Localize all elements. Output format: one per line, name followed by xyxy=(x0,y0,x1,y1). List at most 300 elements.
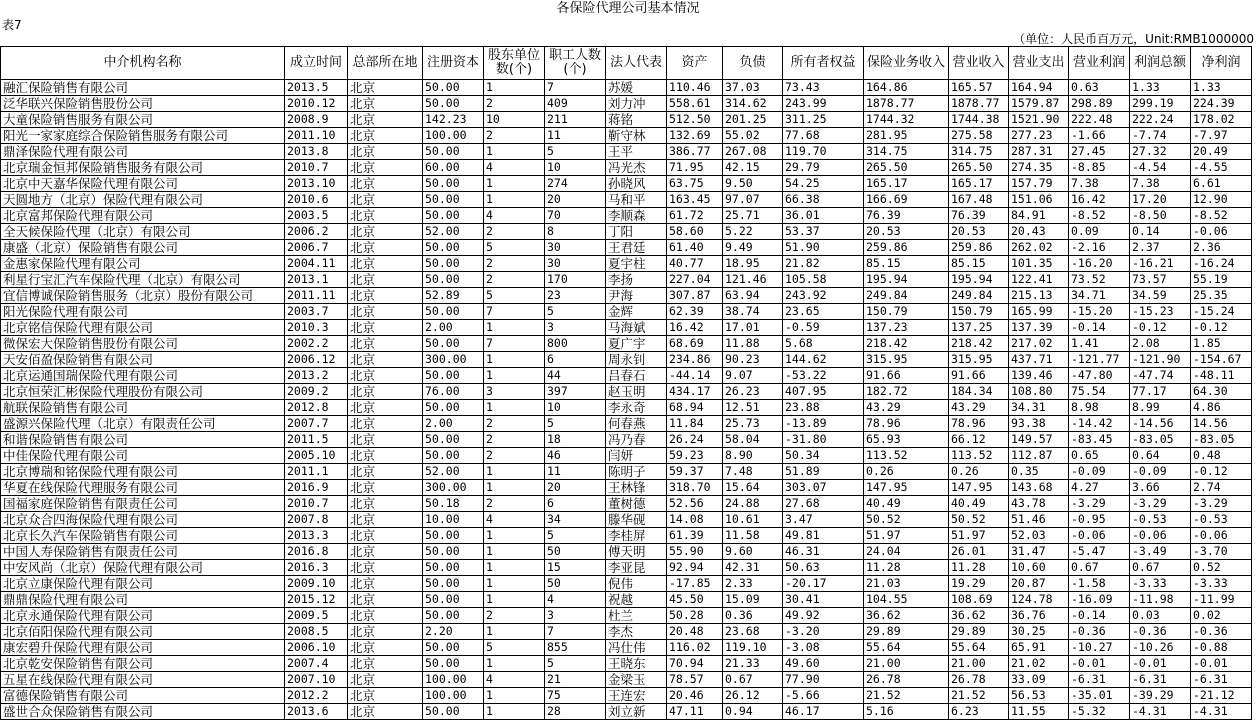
cell-operating-income: 315.95 xyxy=(949,352,1009,368)
cell-operating-expense: 33.09 xyxy=(1009,672,1069,688)
cell-insurance-income: 165.17 xyxy=(864,176,949,192)
cell-operating-income: 0.26 xyxy=(949,464,1009,480)
cell-total-profit: -10.26 xyxy=(1130,640,1191,656)
cell-registered-capital: 50.00 xyxy=(423,544,484,560)
cell-headquarters: 北京 xyxy=(348,320,423,336)
cell-founded: 2004.11 xyxy=(285,256,348,272)
cell-assets: 386.77 xyxy=(667,144,723,160)
cell-shareholder-count: 2 xyxy=(484,416,545,432)
cell-liabilities: 2.33 xyxy=(723,576,783,592)
cell-agency-name: 富德保险销售有限公司 xyxy=(1,688,285,704)
cell-total-profit: -3.33 xyxy=(1130,576,1191,592)
cell-assets: 14.08 xyxy=(667,512,723,528)
cell-operating-income: 21.00 xyxy=(949,656,1009,672)
cell-legal-rep: 马和平 xyxy=(606,192,667,208)
cell-total-profit: 77.17 xyxy=(1130,384,1191,400)
cell-total-profit: -15.23 xyxy=(1130,304,1191,320)
cell-agency-name: 中国人寿保险销售有限责任公司 xyxy=(1,544,285,560)
cell-assets: 318.70 xyxy=(667,480,723,496)
cell-assets: 163.45 xyxy=(667,192,723,208)
cell-insurance-income: 20.53 xyxy=(864,224,949,240)
header-headquarters: 总部所在地 xyxy=(348,47,423,80)
cell-net-profit: 1.85 xyxy=(1191,336,1252,352)
cell-founded: 2013.3 xyxy=(285,528,348,544)
cell-headquarters: 北京 xyxy=(348,240,423,256)
table-body xyxy=(1,80,1252,720)
cell-equity: 49.60 xyxy=(783,656,864,672)
cell-registered-capital: 100.00 xyxy=(423,672,484,688)
cell-net-profit: 178.02 xyxy=(1191,112,1252,128)
cell-total-profit: -3.29 xyxy=(1130,496,1191,512)
cell-operating-profit: -8.52 xyxy=(1069,208,1130,224)
cell-agency-name: 利星行宝汇汽车保险代理（北京）有限公司 xyxy=(1,272,285,288)
cell-insurance-income: 91.66 xyxy=(864,368,949,384)
cell-total-profit: -0.53 xyxy=(1130,512,1191,528)
cell-founded: 2007.7 xyxy=(285,416,348,432)
cell-shareholder-count: 2 xyxy=(484,224,545,240)
cell-shareholder-count: 4 xyxy=(484,672,545,688)
cell-total-profit: -6.31 xyxy=(1130,672,1191,688)
cell-equity: 66.38 xyxy=(783,192,864,208)
cell-insurance-income: 113.52 xyxy=(864,448,949,464)
cell-founded: 2011.11 xyxy=(285,288,348,304)
cell-liabilities: 58.04 xyxy=(723,432,783,448)
header-staff-count: 职工人数(个) xyxy=(545,47,606,80)
cell-equity: -13.89 xyxy=(783,416,864,432)
cell-staff-count: 10 xyxy=(545,400,606,416)
cell-operating-income: 1878.77 xyxy=(949,96,1009,112)
cell-staff-count: 397 xyxy=(545,384,606,400)
cell-operating-income: 265.50 xyxy=(949,160,1009,176)
cell-operating-expense: 1521.90 xyxy=(1009,112,1069,128)
cell-equity: 119.70 xyxy=(783,144,864,160)
cell-agency-name: 微保宏大保险销售股份有限公司 xyxy=(1,336,285,352)
cell-agency-name: 康宏碧升保险代理有限公司 xyxy=(1,640,285,656)
cell-liabilities: 0.36 xyxy=(723,608,783,624)
cell-total-profit: -121.90 xyxy=(1130,352,1191,368)
cell-shareholder-count: 3 xyxy=(484,384,545,400)
cell-insurance-income: 43.29 xyxy=(864,400,949,416)
header-row xyxy=(1,47,1252,80)
header-operating-expense: 营业支出 xyxy=(1009,47,1069,80)
cell-founded: 2010.3 xyxy=(285,320,348,336)
cell-assets: 116.02 xyxy=(667,640,723,656)
cell-shareholder-count: 1 xyxy=(484,464,545,480)
cell-net-profit: -0.12 xyxy=(1191,464,1252,480)
cell-operating-income: 43.29 xyxy=(949,400,1009,416)
cell-legal-rep: 金辉 xyxy=(606,304,667,320)
cell-operating-income: 218.42 xyxy=(949,336,1009,352)
cell-assets: 132.69 xyxy=(667,128,723,144)
cell-registered-capital: 2.00 xyxy=(423,320,484,336)
cell-headquarters: 北京 xyxy=(348,592,423,608)
cell-assets: 20.48 xyxy=(667,624,723,640)
cell-shareholder-count: 1 xyxy=(484,368,545,384)
cell-total-profit: -83.05 xyxy=(1130,432,1191,448)
cell-shareholder-count: 7 xyxy=(484,336,545,352)
cell-assets: 50.28 xyxy=(667,608,723,624)
cell-staff-count: 11 xyxy=(545,464,606,480)
table-row xyxy=(1,256,1252,272)
cell-liabilities: 17.01 xyxy=(723,320,783,336)
table-row xyxy=(1,576,1252,592)
cell-liabilities: 97.07 xyxy=(723,192,783,208)
cell-founded: 2006.7 xyxy=(285,240,348,256)
header-liabilities: 负债 xyxy=(723,47,783,80)
cell-registered-capital: 50.00 xyxy=(423,704,484,720)
cell-operating-expense: 262.02 xyxy=(1009,240,1069,256)
table-row xyxy=(1,192,1252,208)
cell-agency-name: 北京长久汽车保险销售有限公司 xyxy=(1,528,285,544)
cell-agency-name: 鼎泽保险代理有限公司 xyxy=(1,144,285,160)
cell-staff-count: 800 xyxy=(545,336,606,352)
cell-total-profit: 0.03 xyxy=(1130,608,1191,624)
agency-table xyxy=(0,46,1252,720)
cell-operating-expense: 31.47 xyxy=(1009,544,1069,560)
cell-operating-profit: -5.32 xyxy=(1069,704,1130,720)
cell-staff-count: 5 xyxy=(545,144,606,160)
cell-registered-capital: 100.00 xyxy=(423,128,484,144)
cell-registered-capital: 100.00 xyxy=(423,688,484,704)
cell-headquarters: 北京 xyxy=(348,624,423,640)
cell-insurance-income: 182.72 xyxy=(864,384,949,400)
cell-legal-rep: 王晓东 xyxy=(606,656,667,672)
cell-founded: 2016.3 xyxy=(285,560,348,576)
cell-operating-profit: 16.42 xyxy=(1069,192,1130,208)
cell-total-profit: -39.29 xyxy=(1130,688,1191,704)
cell-assets: 71.95 xyxy=(667,160,723,176)
cell-headquarters: 北京 xyxy=(348,672,423,688)
cell-shareholder-count: 1 xyxy=(484,176,545,192)
cell-operating-profit: -14.42 xyxy=(1069,416,1130,432)
cell-liabilities: 11.88 xyxy=(723,336,783,352)
cell-operating-profit: -0.06 xyxy=(1069,528,1130,544)
cell-shareholder-count: 2 xyxy=(484,96,545,112)
cell-legal-rep: 夏宇柱 xyxy=(606,256,667,272)
cell-shareholder-count: 1 xyxy=(484,80,545,96)
cell-legal-rep: 苏媛 xyxy=(606,80,667,96)
cell-total-profit: 0.64 xyxy=(1130,448,1191,464)
cell-staff-count: 34 xyxy=(545,512,606,528)
cell-equity: 243.99 xyxy=(783,96,864,112)
cell-staff-count: 18 xyxy=(545,432,606,448)
cell-legal-rep: 陈明子 xyxy=(606,464,667,480)
table-number: 表7 xyxy=(2,18,22,32)
cell-registered-capital: 50.00 xyxy=(423,256,484,272)
cell-headquarters: 北京 xyxy=(348,416,423,432)
cell-operating-profit: -2.16 xyxy=(1069,240,1130,256)
cell-assets: 78.57 xyxy=(667,672,723,688)
cell-shareholder-count: 1 xyxy=(484,480,545,496)
cell-operating-income: 78.96 xyxy=(949,416,1009,432)
cell-net-profit: -154.67 xyxy=(1191,352,1252,368)
cell-shareholder-count: 4 xyxy=(484,208,545,224)
cell-agency-name: 和谐保险销售有限公司 xyxy=(1,432,285,448)
cell-agency-name: 北京运通国瑞保险代理有限公司 xyxy=(1,368,285,384)
cell-staff-count: 7 xyxy=(545,624,606,640)
cell-operating-expense: 56.53 xyxy=(1009,688,1069,704)
cell-liabilities: 37.03 xyxy=(723,80,783,96)
cell-equity: 51.89 xyxy=(783,464,864,480)
cell-operating-profit: -35.01 xyxy=(1069,688,1130,704)
cell-total-profit: -7.74 xyxy=(1130,128,1191,144)
cell-operating-expense: 101.35 xyxy=(1009,256,1069,272)
cell-assets: 59.37 xyxy=(667,464,723,480)
cell-staff-count: 5 xyxy=(545,656,606,672)
cell-legal-rep: 靳守林 xyxy=(606,128,667,144)
header-shareholder-count: 股东单位数(个) xyxy=(484,47,545,80)
cell-operating-income: 184.34 xyxy=(949,384,1009,400)
cell-operating-income: 113.52 xyxy=(949,448,1009,464)
table-row xyxy=(1,608,1252,624)
table-row xyxy=(1,272,1252,288)
cell-insurance-income: 1878.77 xyxy=(864,96,949,112)
cell-agency-name: 北京立康保险代理有限公司 xyxy=(1,576,285,592)
cell-founded: 2012.8 xyxy=(285,400,348,416)
cell-operating-income: 76.39 xyxy=(949,208,1009,224)
cell-equity: 21.82 xyxy=(783,256,864,272)
cell-assets: -44.14 xyxy=(667,368,723,384)
cell-insurance-income: 150.79 xyxy=(864,304,949,320)
cell-operating-income: 314.75 xyxy=(949,144,1009,160)
cell-net-profit: 4.86 xyxy=(1191,400,1252,416)
cell-assets: 307.87 xyxy=(667,288,723,304)
cell-legal-rep: 李亚昆 xyxy=(606,560,667,576)
cell-total-profit: 0.67 xyxy=(1130,560,1191,576)
cell-operating-expense: 165.99 xyxy=(1009,304,1069,320)
cell-staff-count: 5 xyxy=(545,304,606,320)
cell-headquarters: 北京 xyxy=(348,112,423,128)
cell-shareholder-count: 1 xyxy=(484,528,545,544)
cell-net-profit: -48.11 xyxy=(1191,368,1252,384)
header-insurance-income: 保险业务收入 xyxy=(864,47,949,80)
table-row xyxy=(1,208,1252,224)
cell-operating-income: 21.52 xyxy=(949,688,1009,704)
cell-liabilities: 24.88 xyxy=(723,496,783,512)
cell-operating-income: 147.95 xyxy=(949,480,1009,496)
cell-assets: 110.46 xyxy=(667,80,723,96)
cell-operating-income: 36.62 xyxy=(949,608,1009,624)
cell-registered-capital: 50.00 xyxy=(423,96,484,112)
cell-shareholder-count: 2 xyxy=(484,608,545,624)
cell-registered-capital: 2.20 xyxy=(423,624,484,640)
cell-operating-expense: 274.35 xyxy=(1009,160,1069,176)
cell-assets: 92.94 xyxy=(667,560,723,576)
cell-operating-profit: -8.85 xyxy=(1069,160,1130,176)
cell-liabilities: 63.94 xyxy=(723,288,783,304)
cell-operating-profit: 298.89 xyxy=(1069,96,1130,112)
cell-headquarters: 北京 xyxy=(348,208,423,224)
cell-legal-rep: 刘力冲 xyxy=(606,96,667,112)
cell-founded: 2013.6 xyxy=(285,704,348,720)
cell-operating-income: 165.57 xyxy=(949,80,1009,96)
cell-equity: 407.95 xyxy=(783,384,864,400)
cell-net-profit: -0.88 xyxy=(1191,640,1252,656)
cell-assets: 512.50 xyxy=(667,112,723,128)
cell-registered-capital: 300.00 xyxy=(423,480,484,496)
cell-operating-profit: -0.01 xyxy=(1069,656,1130,672)
cell-operating-profit: -16.20 xyxy=(1069,256,1130,272)
cell-shareholder-count: 4 xyxy=(484,160,545,176)
cell-headquarters: 北京 xyxy=(348,512,423,528)
cell-total-profit: -0.06 xyxy=(1130,528,1191,544)
cell-assets: 52.56 xyxy=(667,496,723,512)
table-row xyxy=(1,352,1252,368)
cell-founded: 2015.12 xyxy=(285,592,348,608)
cell-total-profit: -4.54 xyxy=(1130,160,1191,176)
cell-legal-rep: 王君廷 xyxy=(606,240,667,256)
cell-headquarters: 北京 xyxy=(348,304,423,320)
cell-operating-expense: 139.46 xyxy=(1009,368,1069,384)
table-row xyxy=(1,480,1252,496)
cell-staff-count: 211 xyxy=(545,112,606,128)
table-row xyxy=(1,96,1252,112)
cell-registered-capital: 60.00 xyxy=(423,160,484,176)
cell-insurance-income: 78.96 xyxy=(864,416,949,432)
cell-liabilities: 9.49 xyxy=(723,240,783,256)
cell-operating-income: 108.69 xyxy=(949,592,1009,608)
cell-operating-expense: 51.46 xyxy=(1009,512,1069,528)
cell-staff-count: 21 xyxy=(545,672,606,688)
cell-shareholder-count: 1 xyxy=(484,624,545,640)
cell-liabilities: 119.10 xyxy=(723,640,783,656)
cell-equity: 303.07 xyxy=(783,480,864,496)
table-row xyxy=(1,528,1252,544)
cell-legal-rep: 王林锋 xyxy=(606,480,667,496)
cell-operating-expense: 11.55 xyxy=(1009,704,1069,720)
cell-assets: 59.23 xyxy=(667,448,723,464)
cell-liabilities: 267.08 xyxy=(723,144,783,160)
cell-registered-capital: 50.00 xyxy=(423,576,484,592)
cell-shareholder-count: 1 xyxy=(484,320,545,336)
cell-liabilities: 11.58 xyxy=(723,528,783,544)
cell-founded: 2003.5 xyxy=(285,208,348,224)
cell-founded: 2008.9 xyxy=(285,112,348,128)
cell-registered-capital: 50.00 xyxy=(423,208,484,224)
cell-liabilities: 15.64 xyxy=(723,480,783,496)
cell-liabilities: 15.09 xyxy=(723,592,783,608)
cell-shareholder-count: 1 xyxy=(484,656,545,672)
cell-operating-income: 11.28 xyxy=(949,560,1009,576)
cell-shareholder-count: 1 xyxy=(484,560,545,576)
cell-headquarters: 北京 xyxy=(348,384,423,400)
cell-legal-rep: 李杰 xyxy=(606,624,667,640)
cell-staff-count: 274 xyxy=(545,176,606,192)
cell-registered-capital: 50.00 xyxy=(423,176,484,192)
cell-insurance-income: 21.03 xyxy=(864,576,949,592)
cell-agency-name: 金惠家保险代理有限公司 xyxy=(1,256,285,272)
cell-operating-profit: 0.67 xyxy=(1069,560,1130,576)
table-row xyxy=(1,416,1252,432)
cell-headquarters: 北京 xyxy=(348,448,423,464)
cell-registered-capital: 50.00 xyxy=(423,336,484,352)
cell-operating-expense: 437.71 xyxy=(1009,352,1069,368)
cell-liabilities: 9.07 xyxy=(723,368,783,384)
cell-operating-profit: 1.41 xyxy=(1069,336,1130,352)
cell-shareholder-count: 1 xyxy=(484,576,545,592)
cell-liabilities: 314.62 xyxy=(723,96,783,112)
cell-shareholder-count: 1 xyxy=(484,400,545,416)
cell-net-profit: -4.55 xyxy=(1191,160,1252,176)
cell-total-profit: 73.57 xyxy=(1130,272,1191,288)
cell-agency-name: 大童保险销售服务有限公司 xyxy=(1,112,285,128)
cell-operating-income: 19.29 xyxy=(949,576,1009,592)
cell-liabilities: 18.95 xyxy=(723,256,783,272)
cell-total-profit: -16.21 xyxy=(1130,256,1191,272)
header-founded: 成立时间 xyxy=(285,47,348,80)
cell-net-profit: -4.31 xyxy=(1191,704,1252,720)
cell-operating-income: 40.49 xyxy=(949,496,1009,512)
cell-insurance-income: 137.23 xyxy=(864,320,949,336)
cell-legal-rep: 冯乃春 xyxy=(606,432,667,448)
cell-registered-capital: 50.00 xyxy=(423,240,484,256)
cell-assets: 45.50 xyxy=(667,592,723,608)
cell-operating-profit: 0.65 xyxy=(1069,448,1130,464)
cell-equity: 73.43 xyxy=(783,80,864,96)
cell-assets: 70.94 xyxy=(667,656,723,672)
cell-net-profit: -11.99 xyxy=(1191,592,1252,608)
cell-staff-count: 30 xyxy=(545,256,606,272)
cell-equity: 49.92 xyxy=(783,608,864,624)
cell-equity: -5.66 xyxy=(783,688,864,704)
cell-total-profit: 3.66 xyxy=(1130,480,1191,496)
cell-insurance-income: 21.00 xyxy=(864,656,949,672)
cell-insurance-income: 21.52 xyxy=(864,688,949,704)
cell-operating-profit: 7.38 xyxy=(1069,176,1130,192)
cell-net-profit: -3.33 xyxy=(1191,576,1252,592)
cell-legal-rep: 冯仕伟 xyxy=(606,640,667,656)
cell-headquarters: 北京 xyxy=(348,80,423,96)
cell-equity: -53.22 xyxy=(783,368,864,384)
cell-insurance-income: 281.95 xyxy=(864,128,949,144)
cell-insurance-income: 195.94 xyxy=(864,272,949,288)
cell-operating-expense: 30.25 xyxy=(1009,624,1069,640)
cell-insurance-income: 147.95 xyxy=(864,480,949,496)
cell-operating-expense: 143.68 xyxy=(1009,480,1069,496)
table-row xyxy=(1,656,1252,672)
cell-staff-count: 6 xyxy=(545,496,606,512)
cell-liabilities: 25.71 xyxy=(723,208,783,224)
cell-total-profit: 17.20 xyxy=(1130,192,1191,208)
table-row xyxy=(1,512,1252,528)
cell-operating-expense: 124.78 xyxy=(1009,592,1069,608)
cell-total-profit: -0.36 xyxy=(1130,624,1191,640)
cell-operating-income: 91.66 xyxy=(949,368,1009,384)
cell-liabilities: 21.33 xyxy=(723,656,783,672)
cell-legal-rep: 滕华砚 xyxy=(606,512,667,528)
cell-insurance-income: 11.28 xyxy=(864,560,949,576)
cell-staff-count: 70 xyxy=(545,208,606,224)
cell-operating-profit: 8.98 xyxy=(1069,400,1130,416)
cell-staff-count: 11 xyxy=(545,128,606,144)
cell-staff-count: 10 xyxy=(545,160,606,176)
cell-founded: 2006.12 xyxy=(285,352,348,368)
cell-operating-profit: -15.20 xyxy=(1069,304,1130,320)
cell-agency-name: 天圆地方（北京）保险代理有限公司 xyxy=(1,192,285,208)
table-row xyxy=(1,704,1252,720)
cell-staff-count: 855 xyxy=(545,640,606,656)
cell-total-profit: -11.98 xyxy=(1130,592,1191,608)
cell-assets: 55.90 xyxy=(667,544,723,560)
cell-headquarters: 北京 xyxy=(348,544,423,560)
cell-shareholder-count: 2 xyxy=(484,496,545,512)
cell-agency-name: 中安风尚（北京）保险代理有限公司 xyxy=(1,560,285,576)
cell-insurance-income: 5.16 xyxy=(864,704,949,720)
cell-net-profit: 6.61 xyxy=(1191,176,1252,192)
cell-agency-name: 北京富邦保险代理有限公司 xyxy=(1,208,285,224)
cell-operating-profit: 34.71 xyxy=(1069,288,1130,304)
cell-net-profit: -21.12 xyxy=(1191,688,1252,704)
